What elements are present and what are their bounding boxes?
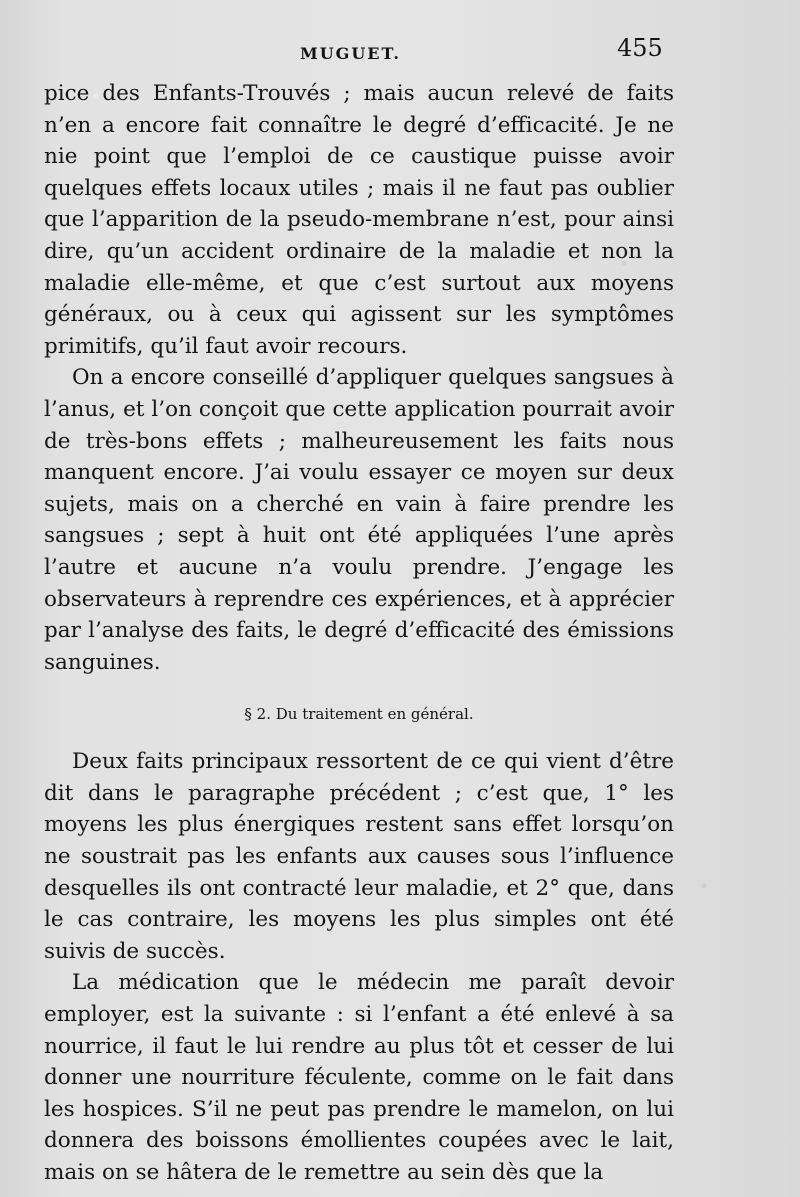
paragraph-1: pice des Enfants-Trouvés ; mais aucun relevé de faits n’en a encore fait connaître le degré d’efficacité. Je ne nie point que l’emploi de ce caustique puisse avoir quelques effets locaux utiles ; mais il ne faut pas oublier que l’apparition de la pseudo-membrane n’est, pour ainsi dire, qu’un accident ordinaire de la maladie et non la maladie elle-même, et que c’est surtout aux moyens généraux, ou à ceux qui agissent sur les symptômes primitifs, qu’il faut avoir recours. bbox=[44, 81, 674, 359]
section-heading: § 2. Du traitement en général. bbox=[244, 705, 474, 724]
page-number: 455 bbox=[617, 34, 663, 62]
page-header bbox=[0, 30, 800, 70]
running-title: MUGUET. bbox=[300, 44, 401, 63]
paragraph-2: On a encore conseillé d’appliquer quelques sangsues à l’anus, et l’on conçoit que cette application pourrait avoir de très-bons effets ; malheureusement les faits nous manquent encore. J’ai voulu essayer ce moyen sur deux sujets, mais on a cherché en vain à faire prendre les sangsues ; sept à huit ont été appliquées l’une après l’autre et aucune n’a voulu prendre. J’engage les observateurs à reprendre ces expériences, et à apprécier par l’analyse des faits, le degré d’efficacité des émissions sanguines. bbox=[44, 365, 674, 675]
paragraph-4: La médication que le médecin me paraît devoir employer, est la suivante : si l’enfant a été enlevé à sa nourrice, il faut le lui rendre au plus tôt et cesser de lui donner une nourriture féculente, comme on le fait dans les hospices. S’il ne peut pas prendre le mamelon, on lui donnera des boissons émollientes coupées avec le lait, mais on se hâtera de le remettre au sein dès que la bbox=[44, 970, 674, 1185]
body-text bbox=[44, 78, 674, 1189]
paragraph-3: Deux faits principaux ressortent de ce qui vient d’être dit dans le paragraphe précédent ; c’est que, 1° les moyens les plus énergiques restent sans effet lorsqu’on ne soustrait pas les enfants aux causes sous l’influence desquelles ils ont contracté leur maladie, et 2° que, dans le cas contraire, les moyens les plus simples ont été suivis de succès. bbox=[44, 749, 674, 964]
